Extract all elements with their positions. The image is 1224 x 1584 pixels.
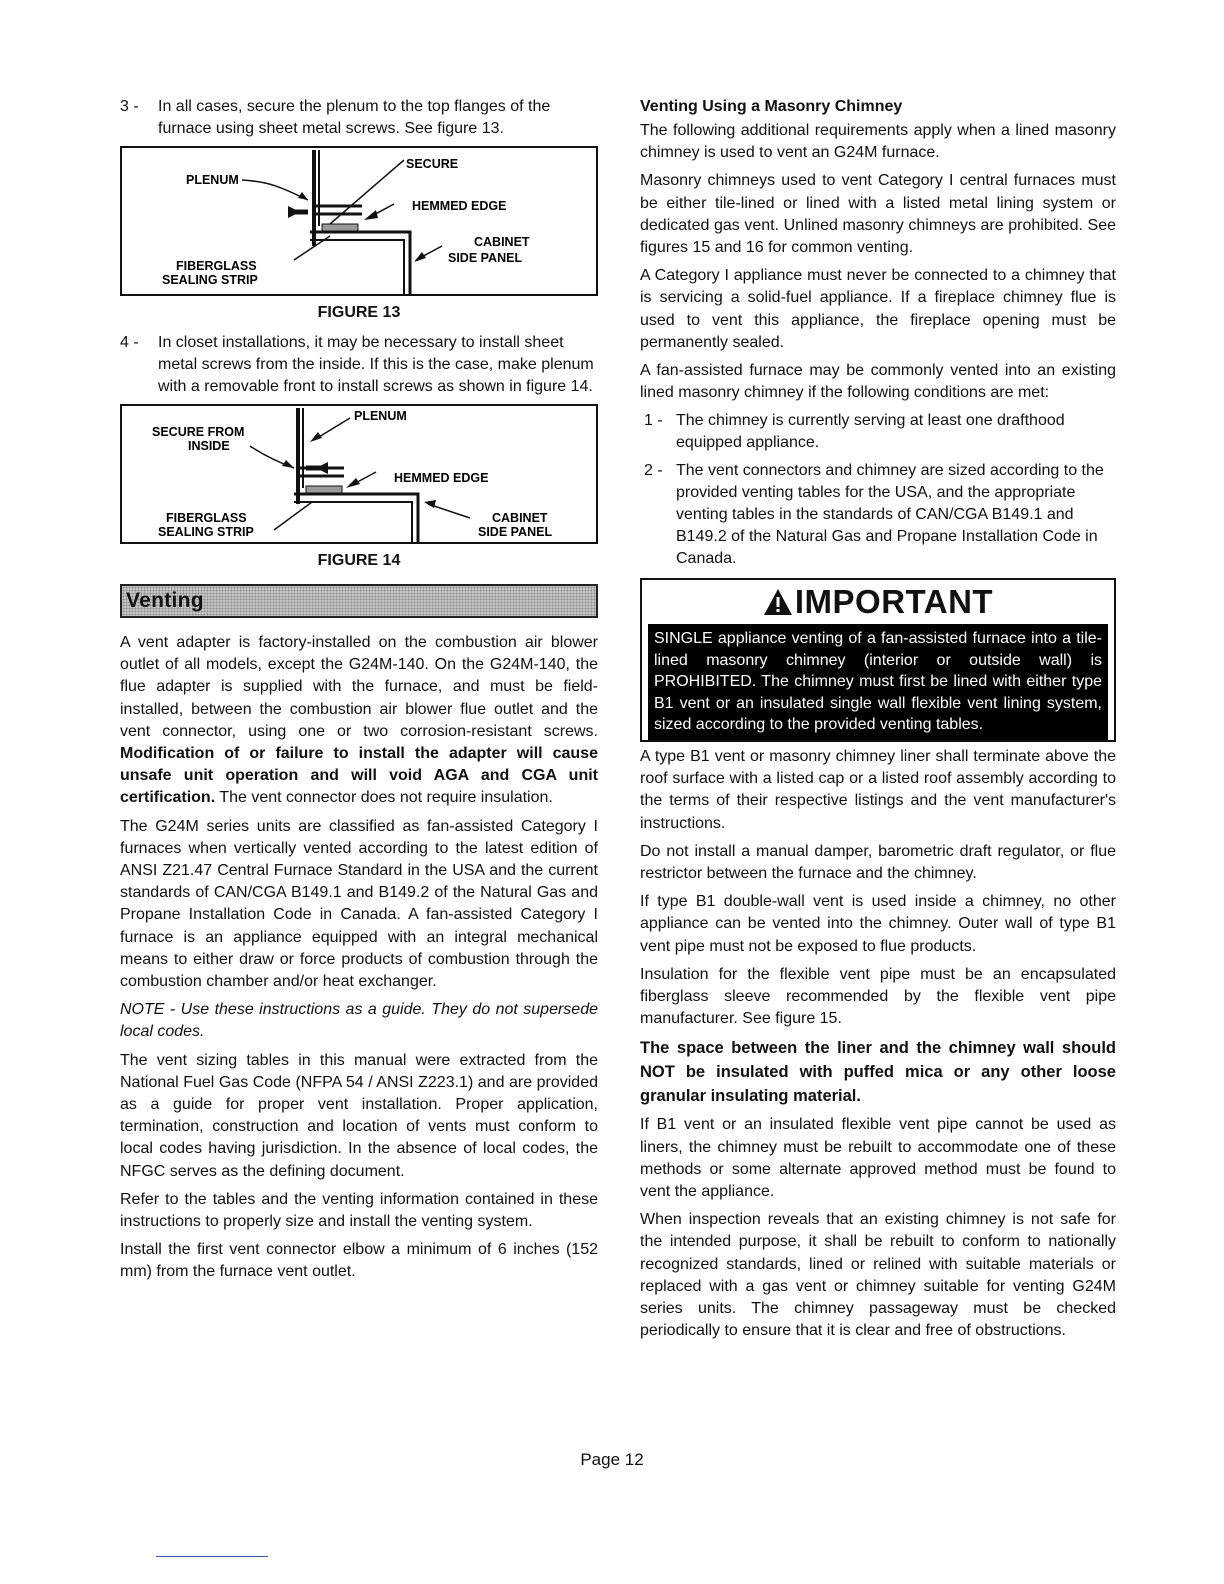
- label-plenum: PLENUM: [186, 173, 239, 187]
- label-cabinet: CABINET: [474, 235, 530, 249]
- label-sealing-strip: SEALING STRIP: [158, 525, 254, 539]
- label-secure: SECURE: [406, 157, 459, 171]
- condition-text: The chimney is currently serving at least one drafthood equipped appliance.: [676, 412, 1065, 452]
- left-column: [120, 96, 598, 1290]
- page-number: Page 12: [580, 1450, 644, 1469]
- chimney-paragraph-6: Do not install a manual damper, barometric draft regulator, or flue restrictor between the furnace and the chimney.: [640, 842, 1116, 882]
- venting-paragraph-refer: Refer to the tables and the venting information contained in these instructions to properly size and install the venting system.: [120, 1190, 598, 1231]
- step-4: [120, 332, 598, 398]
- chimney-paragraph-4: A fan-assisted furnace may be commonly vented into an existing lined masonry chimney if the following conditions are met:: [640, 362, 1116, 402]
- figure-14-caption: FIGURE 14: [317, 552, 401, 569]
- figure-14-drawing: [122, 406, 596, 542]
- masonry-chimney-heading: Venting Using a Masonry Chimney: [640, 98, 903, 115]
- chimney-paragraph-10: If B1 vent or an insulated flexible vent pipe cannot be used as liners, the chimney must be rebuilt to accommodate one of these methods or some alternate approved method must be found to vent the appliance.: [640, 1116, 1116, 1200]
- plenum-wall: [296, 408, 300, 504]
- condition-2: [640, 460, 1116, 570]
- label-side-panel: SIDE PANEL: [448, 251, 523, 265]
- step-text: In all cases, secure the plenum to the top flanges of the furnace using sheet metal screws. See figure 13.: [158, 98, 551, 137]
- chimney-paragraph-7: If type B1 double-wall vent is used inside a chimney, no other appliance can be vented into the chimney. Outer wall of type B1 vent pipe must not be exposed to flue products.: [640, 893, 1116, 955]
- important-callout: [640, 578, 1116, 742]
- venting-paragraph-tables: The vent sizing tables in this manual were extracted from the National Fuel Gas Code (NFPA 54 / ANSI Z223.1) and are provided as a guide for proper vent installation. Proper application, termination, construction and location of vents must conform to local codes having jurisdiction. In the absence of local codes, the NFGC serves as the defining document.: [120, 1051, 598, 1180]
- condition-text: The vent connectors and chimney are sized according to the provided venting tables for the USA, and the appropriate venting tables in the standards of CAN/CGA B149.1 and B149.2 of the Natural Gas and Propane Installation Code in Canada.: [676, 462, 1104, 568]
- chimney-paragraph-3: A Category I appliance must never be connected to a chimney that is servicing a solid-fuel appliance. If a fireplace chimney flue is used to vent this appliance, the fireplace opening must be permanently sealed.: [640, 267, 1116, 351]
- hemmed-edge-shape: [316, 206, 362, 214]
- label-fiberglass: FIBERGLASS: [176, 259, 257, 273]
- label-hemmed-edge: HEMMED EDGE: [412, 199, 507, 213]
- figure-14-diagram: [120, 404, 598, 544]
- section-title: Venting: [126, 589, 204, 612]
- label-side-panel: SIDE PANEL: [478, 525, 553, 539]
- label-hemmed-edge: HEMMED EDGE: [394, 471, 489, 485]
- important-title: IMPORTANT: [642, 580, 1114, 624]
- warning-triangle-icon: [763, 588, 793, 616]
- label-secure-from: SECURE FROM: [152, 425, 245, 439]
- condition-1: [640, 410, 1116, 454]
- step-number: 3 -: [120, 98, 139, 115]
- chimney-paragraph-1: The following additional requirements apply when a lined masonry chimney is used to vent an G24M furnace.: [640, 122, 1116, 162]
- label-cabinet: CABINET: [492, 511, 548, 525]
- step-number: 4 -: [120, 334, 139, 351]
- condition-number: 2 -: [644, 462, 663, 480]
- cabinet-side-panel-shape: [310, 240, 404, 294]
- figure-13-drawing: [122, 148, 596, 294]
- chimney-paragraph-11: When inspection reveals that an existing chimney is not safe for the intended purpose, it shall be rebuilt to conform to nationally recognized standards, lined or relined with suitable materials or replaced with a gas vent or chimney suitable for venting G24M series units. The chimney passageway must be checked periodically to ensure that it is clear and free of obstructions.: [640, 1211, 1116, 1340]
- footer-divider: [156, 1556, 268, 1557]
- label-sealing-strip: SEALING STRIP: [162, 273, 258, 287]
- label-plenum: PLENUM: [354, 409, 407, 423]
- insulation-warning: The space between the liner and the chimney wall should NOT be insulated with puffed mica or any other loose granular insulating material.: [640, 1039, 1116, 1106]
- label-fiberglass: FIBERGLASS: [166, 511, 247, 525]
- venting-paragraph-elbow: Install the first vent connector elbow a minimum of 6 inches (152 mm) from the furnace vent outlet.: [120, 1241, 598, 1281]
- venting-section-header: [120, 584, 598, 618]
- label-inside: INSIDE: [188, 439, 230, 453]
- chimney-paragraph-8: Insulation for the flexible vent pipe must be an encapsulated fiberglass sleeve recommended by the flexible vent pipe manufacturer. See figure 15.: [640, 965, 1116, 1028]
- venting-paragraph-category: The G24M series units are classified as fan-assisted Category I furnaces when vertically vented according to the latest edition of ANSI Z21.47 Central Furnace Standard in the USA and the current standards of CAN/CGA B149.1 and B149.2 of the Natural Gas and Propane Installation Code in Canada. A fan-assisted Category I furnace is an appliance equipped with an integral mechanical means to either draw or force products of combustion through the combustion chamber and/or heat exchanger.: [120, 817, 598, 991]
- chimney-paragraph-2: Masonry chimneys used to vent Category I central furnaces must be either tile-lined or lined with a listed metal lining system or dedicated gas vent. Unlined masonry chimneys are prohibited. See figures 15 and 16 for common venting.: [640, 172, 1116, 257]
- step-text: In closet installations, it may be necessary to install sheet metal screws from the inside. If this is the case, make plenum with a removable front to install screws as shown in figure 14.: [158, 334, 594, 395]
- condition-number: 1 -: [644, 412, 663, 430]
- venting-paragraph-adapter: A vent adapter is factory-installed on the combustion air blower outlet of all models, except the G24M-140. On the G24M-140, the flue adapter is supplied with the furnace, and must be field-installed, between the combustion air blower flue outlet and the vent connector, using one or two corrosion-resistant screws. Modification of or failure to install the adapter will cause unsafe unit operation and will void AGA and CGA unit certification. The vent connector does not require insulation.: [120, 634, 598, 807]
- figure-13-diagram: [120, 146, 598, 296]
- cabinet-side-panel-shape: [294, 502, 412, 542]
- step-3: [120, 96, 598, 140]
- chimney-paragraph-5: A type B1 vent or masonry chimney liner shall terminate above the roof surface with a listed cap or a listed roof assembly according to the terms of their respective listings and the vent manufacturer's instructions.: [640, 747, 1116, 832]
- figure-13-caption: FIGURE 13: [317, 304, 401, 321]
- note-text: NOTE - Use these instructions as a guide. They do not supersede local codes.: [120, 1001, 598, 1041]
- important-body: SINGLE appliance venting of a fan-assisted furnace into a tile-lined masonry chimney (interior or outside wall) is PROHIBITED. The chimney must first be lined with either type B1 vent or an insulated single wall flexible vent lining system, sized according to the provided venting tables.: [648, 624, 1108, 740]
- right-column: [640, 96, 1116, 1348]
- warning-text: Modification of or failure to install the adapter will cause unsafe unit operation and will void AGA and CGA unit certification.: [120, 745, 598, 807]
